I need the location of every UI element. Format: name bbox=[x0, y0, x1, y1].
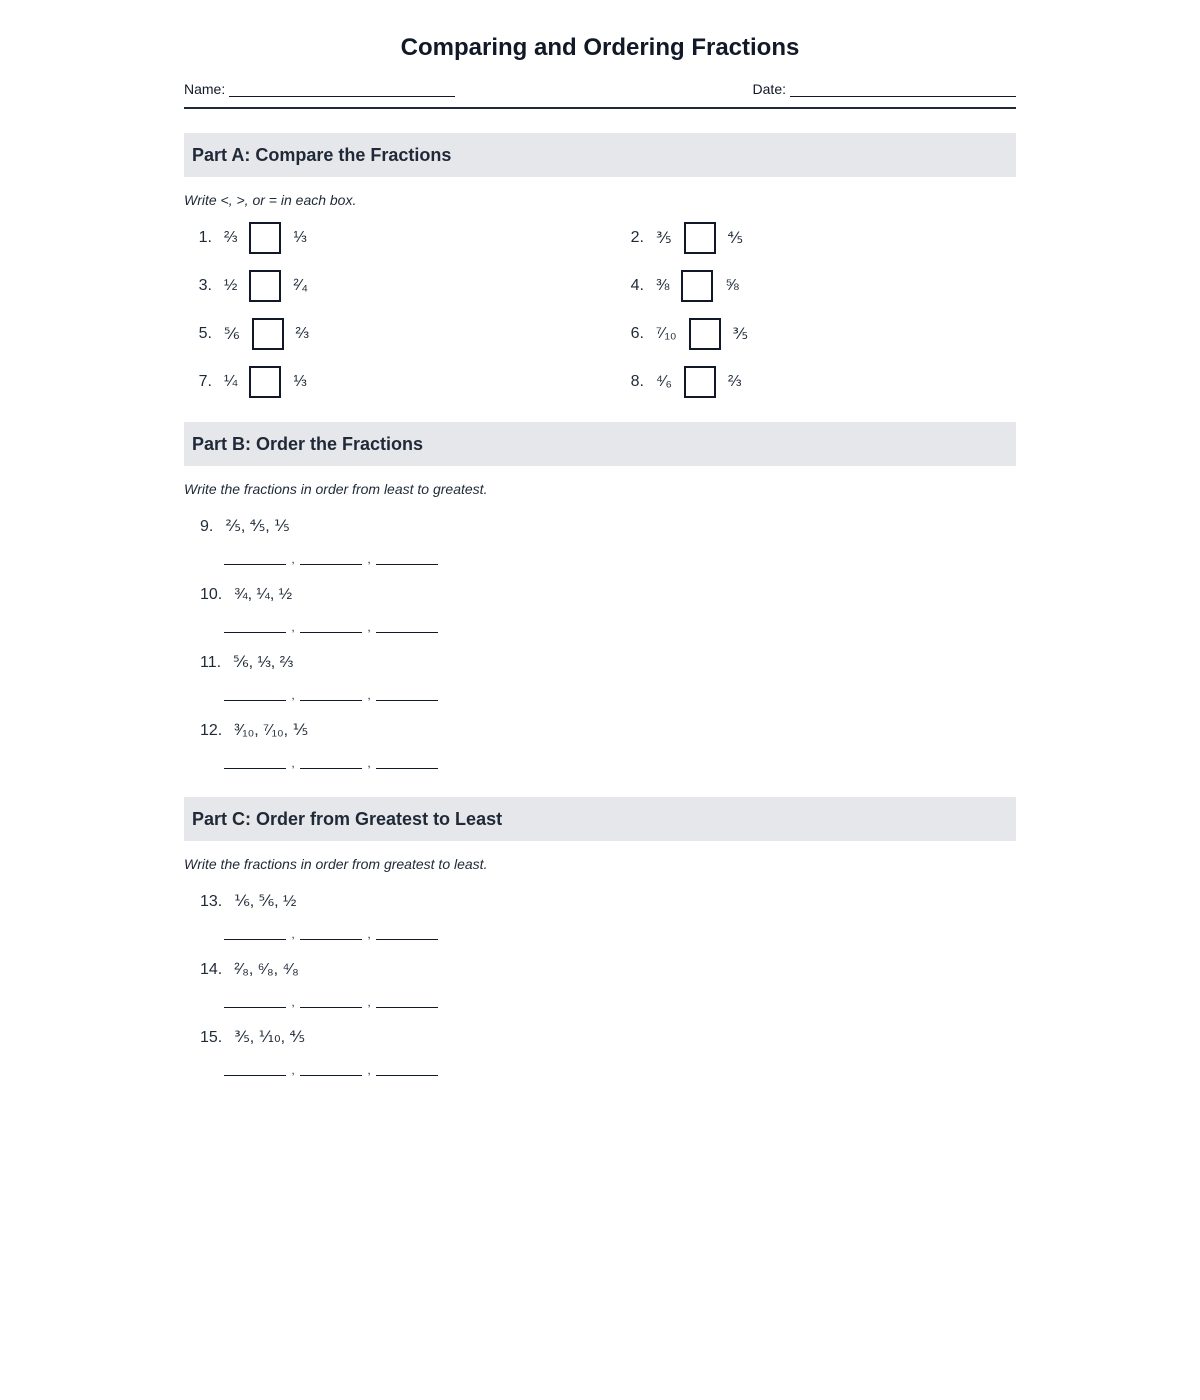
answer-blank[interactable] bbox=[300, 927, 362, 940]
blank-separator: , bbox=[291, 688, 295, 702]
question-number: 12. bbox=[200, 722, 223, 739]
question-number: 3. bbox=[198, 277, 212, 294]
answer-blank[interactable] bbox=[224, 620, 286, 633]
question-number: 7. bbox=[198, 373, 212, 390]
fraction-list: ²⁄₈, ⁶⁄₈, ⁴⁄₈ bbox=[234, 961, 299, 978]
fraction-list: ⅗, ⅒, ⅘ bbox=[234, 1029, 305, 1046]
answer-blank[interactable] bbox=[376, 688, 438, 701]
answer-blank[interactable] bbox=[224, 688, 286, 701]
worksheet-page bbox=[184, 0, 1016, 1076]
answer-blank[interactable] bbox=[300, 995, 362, 1008]
blank-separator: , bbox=[291, 1063, 295, 1077]
order-item bbox=[200, 721, 1016, 769]
date-line[interactable] bbox=[790, 82, 1016, 97]
right-fraction: ⅝ bbox=[725, 277, 739, 294]
answer-blank[interactable] bbox=[376, 756, 438, 769]
compare-item bbox=[616, 270, 1016, 302]
name-field bbox=[184, 81, 455, 97]
answer-blank[interactable] bbox=[376, 995, 438, 1008]
compare-item bbox=[184, 270, 616, 302]
blank-separator: , bbox=[291, 927, 295, 941]
question-number: 8. bbox=[630, 373, 644, 390]
left-fraction: ⅚ bbox=[224, 326, 240, 343]
answer-blank[interactable] bbox=[376, 552, 438, 565]
order-item bbox=[200, 960, 1016, 1008]
blank-separator: , bbox=[367, 620, 371, 634]
answer-blanks bbox=[224, 1062, 1016, 1076]
left-fraction: ⅔ bbox=[224, 229, 238, 246]
compare-item bbox=[184, 222, 616, 254]
answer-blank[interactable] bbox=[376, 927, 438, 940]
answer-blank[interactable] bbox=[300, 688, 362, 701]
order-item bbox=[200, 585, 1016, 633]
answer-blank[interactable] bbox=[224, 927, 286, 940]
compare-item bbox=[616, 222, 1016, 254]
question-number: 1. bbox=[198, 229, 212, 246]
compare-grid bbox=[184, 222, 1016, 398]
answer-blank[interactable] bbox=[300, 756, 362, 769]
part-c-heading: Part C: Order from Greatest to Least bbox=[184, 797, 1016, 841]
fraction-list: ³⁄₁₀, ⁷⁄₁₀, ⅕ bbox=[234, 722, 309, 739]
right-fraction: ⅔ bbox=[728, 373, 742, 390]
answer-blanks bbox=[224, 687, 1016, 701]
answer-blanks bbox=[224, 994, 1016, 1008]
date-label: Date: bbox=[752, 81, 786, 97]
right-fraction: ⅗ bbox=[732, 326, 749, 343]
blank-separator: , bbox=[291, 552, 295, 566]
question-number: 14. bbox=[200, 961, 223, 978]
answer-box[interactable] bbox=[681, 270, 713, 302]
blank-separator: , bbox=[291, 995, 295, 1009]
blank-separator: , bbox=[367, 756, 371, 770]
answer-blank[interactable] bbox=[224, 756, 286, 769]
part-a-heading: Part A: Compare the Fractions bbox=[184, 133, 1016, 177]
right-fraction: ⅔ bbox=[295, 325, 309, 342]
answer-box[interactable] bbox=[684, 222, 716, 254]
answer-blank[interactable] bbox=[224, 995, 286, 1008]
left-fraction: ⁴⁄₆ bbox=[656, 373, 672, 390]
answer-box[interactable] bbox=[249, 270, 281, 302]
left-fraction: ⁷⁄₁₀ bbox=[656, 325, 677, 342]
order-item bbox=[200, 1028, 1016, 1076]
name-label: Name: bbox=[184, 81, 226, 97]
question-number: 9. bbox=[200, 518, 214, 535]
question-number: 2. bbox=[630, 229, 644, 246]
right-fraction: ⅘ bbox=[727, 230, 744, 247]
blank-separator: , bbox=[367, 688, 371, 702]
fraction-list: ⅚, ⅓, ⅔ bbox=[233, 654, 294, 671]
right-fraction: ⅓ bbox=[293, 373, 307, 390]
answer-blank[interactable] bbox=[376, 1063, 438, 1076]
answer-box[interactable] bbox=[689, 318, 721, 350]
question-number: 5. bbox=[198, 325, 212, 342]
answer-blank[interactable] bbox=[224, 1063, 286, 1076]
question-number: 10. bbox=[200, 586, 223, 603]
answer-blanks bbox=[224, 926, 1016, 940]
blank-separator: , bbox=[367, 927, 371, 941]
fraction-list: ⅖, ⅘, ⅕ bbox=[225, 518, 290, 535]
answer-box[interactable] bbox=[249, 222, 281, 254]
name-line[interactable] bbox=[229, 82, 455, 97]
worksheet-title: Comparing and Ordering Fractions bbox=[400, 34, 800, 61]
answer-blank[interactable] bbox=[300, 552, 362, 565]
left-fraction: ½ bbox=[224, 277, 238, 294]
order-item bbox=[200, 517, 1016, 565]
answer-blank[interactable] bbox=[300, 1063, 362, 1076]
compare-item bbox=[616, 318, 1016, 350]
right-fraction: ²⁄₄ bbox=[293, 277, 308, 294]
left-fraction: ⅜ bbox=[656, 277, 670, 294]
left-fraction: ⅗ bbox=[656, 230, 672, 247]
compare-item bbox=[184, 366, 616, 398]
compare-item bbox=[184, 318, 616, 350]
question-number: 15. bbox=[200, 1029, 223, 1046]
order-item bbox=[200, 892, 1016, 940]
answer-blanks bbox=[224, 551, 1016, 565]
question-number: 4. bbox=[630, 277, 644, 294]
answer-box[interactable] bbox=[252, 318, 284, 350]
blank-separator: , bbox=[291, 620, 295, 634]
part-b-instructions: Write the fractions in order from least to greatest. bbox=[184, 481, 488, 497]
answer-blank[interactable] bbox=[300, 620, 362, 633]
date-field bbox=[753, 81, 1016, 97]
fraction-list: ¾, ¼, ½ bbox=[234, 586, 293, 603]
part-a-instructions: Write <, >, or = in each box. bbox=[184, 192, 357, 208]
worksheet-header bbox=[184, 81, 1016, 109]
answer-blanks bbox=[224, 619, 1016, 633]
blank-separator: , bbox=[367, 1063, 371, 1077]
question-number: 6. bbox=[630, 325, 644, 342]
answer-blank[interactable] bbox=[376, 620, 438, 633]
right-fraction: ⅓ bbox=[293, 229, 307, 246]
part-b-heading: Part B: Order the Fractions bbox=[184, 422, 1016, 466]
part-c-instructions: Write the fractions in order from greatest to least. bbox=[184, 856, 488, 872]
answer-box[interactable] bbox=[249, 366, 281, 398]
question-number: 13. bbox=[200, 893, 223, 910]
blank-separator: , bbox=[367, 552, 371, 566]
fraction-list: ⅙, ⅚, ½ bbox=[234, 893, 297, 910]
left-fraction: ¼ bbox=[224, 373, 238, 390]
answer-blank[interactable] bbox=[224, 552, 286, 565]
blank-separator: , bbox=[367, 995, 371, 1009]
blank-separator: , bbox=[291, 756, 295, 770]
order-item bbox=[200, 653, 1016, 701]
compare-item bbox=[616, 366, 1016, 398]
question-number: 11. bbox=[200, 654, 222, 671]
answer-blanks bbox=[224, 755, 1016, 769]
answer-box[interactable] bbox=[684, 366, 716, 398]
